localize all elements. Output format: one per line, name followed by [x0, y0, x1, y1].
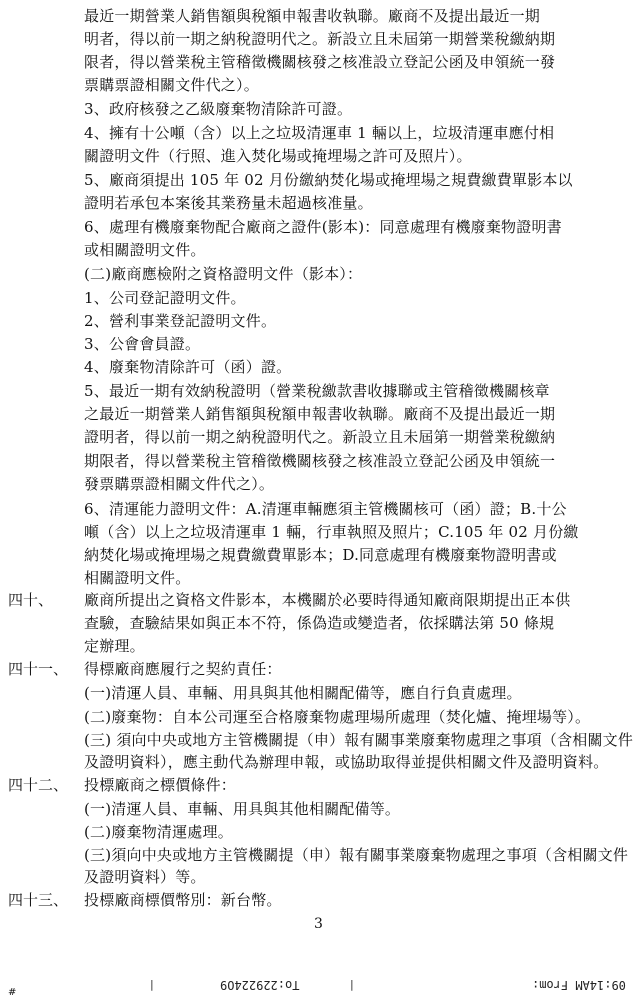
text-line: 4、擁有十公噸（含）以上之垃圾清運車 1 輛以上，垃圾清運車應付相 — [84, 124, 555, 142]
scan-tick-mark: | — [350, 978, 354, 991]
text-line: 或相關證明文件。 — [84, 241, 206, 259]
text-line: 定辦理。 — [84, 637, 145, 655]
text-line: 最近一期營業人銷售額與稅額申報書收執聯。廠商不及提出最近一期 — [84, 7, 541, 25]
text-line: 之最近一期營業人銷售額與稅額申報書收執聯。廠商不及提出最近一期 — [84, 405, 556, 423]
text-line: 發票購票證相關文件代之）。 — [84, 475, 275, 493]
text-line: 5、最近一期有效納稅證明（營業稅繳款書收據聯或主管稽徵機關核章 — [84, 382, 550, 400]
text-line: 明者，得以前一期之納稅證明代之。新設立且未屆第一期營業稅繳納期 — [84, 30, 556, 48]
section-number-43: 四十三、 — [8, 891, 69, 909]
text-line: 噸（含）以上之垃圾清運車 1 輛，行車執照及照片；C.105 年 02 月份繳 — [84, 523, 579, 541]
text-line: 相關證明文件。 — [84, 569, 191, 587]
text-line: 投標廠商之標價條件： — [84, 776, 237, 794]
text-line: (一)清運人員、車輛、用具與其他相關配備等，應自行負責處理。 — [84, 684, 522, 702]
text-line: 5、廠商須提出 105 年 02 月份繳納焚化場或掩埋場之規費繳費單影本以 — [84, 171, 573, 189]
text-line: (二)廢棄物：自本公司運至合格廢棄物處理場所處理（焚化爐、掩埋場等）。 — [84, 708, 591, 726]
text-line: 6、清運能力證明文件：A.清運車輛應須主管機關核可（函）證；B.十公 — [84, 500, 567, 518]
text-line: 及證明資料）等。 — [84, 868, 206, 886]
text-line: 證明若承包本案後其業務量未超過核准量。 — [84, 194, 373, 212]
text-line: 投標廠商標價幣別：新台幣。 — [84, 891, 282, 909]
text-line: 票購票證相關文件代之）。 — [84, 76, 259, 94]
text-line: (三) 須向中央或地方主管機關提（申）報有關事業廢棄物處理之事項（含相關文件 — [84, 731, 634, 749]
fax-hash-mark: # — [8, 987, 17, 998]
fax-time-from: 09:14AM From: — [532, 978, 626, 992]
scan-tick-mark: | — [150, 978, 154, 991]
text-line: (一)清運人員、車輛、用具與其他相關配備等。 — [84, 800, 401, 818]
text-line: 3、公會會員證。 — [84, 335, 201, 353]
text-line: (二)廢棄物清運處理。 — [84, 823, 233, 841]
text-line: 4、廢棄物清除許可（函）證。 — [84, 358, 292, 376]
text-line: 廠商所提出之資格文件影本，本機關於必要時得通知廠商限期提出正本供 — [84, 591, 571, 609]
text-line: (三)須向中央或地方主管機關提（申）報有關事業廢棄物處理之事項（含相關文件 — [84, 846, 629, 864]
fax-to-number: To:229224O9 — [220, 978, 300, 992]
text-line: 限者，得以營業稅主管稽徵機關核發之核准設立登記公函及申領統一發 — [84, 53, 556, 71]
section-number-40: 四十、 — [8, 591, 54, 609]
text-line: 6、處理有機廢棄物配合廠商之證件(影本)：同意處理有機廢棄物證明書 — [84, 218, 562, 236]
text-line: 2、營利事業登記證明文件。 — [84, 312, 277, 330]
page-number: 3 — [314, 916, 323, 932]
text-line: (二)廠商應檢附之資格證明文件（影本）： — [84, 265, 363, 283]
section-number-41: 四十一、 — [8, 660, 69, 678]
text-line: 得標廠商應履行之契約責任： — [84, 660, 282, 678]
text-line: 3、政府核發之乙級廢棄物清除許可證。 — [84, 100, 353, 118]
text-line: 1、公司登記證明文件。 — [84, 289, 246, 307]
text-line: 查驗，查驗結果如與正本不符，係偽造或變造者，依採購法第 50 條規 — [84, 614, 555, 632]
text-line: 期限者，得以營業稅主管稽徵機關核發之核准設立登記公函及申領統一 — [84, 452, 556, 470]
section-number-42: 四十二、 — [8, 776, 69, 794]
text-line: 關證明文件（行照、進入焚化場或掩埋場之許可及照片）。 — [84, 147, 472, 165]
text-line: 證明者，得以前一期之納稅證明代之。新設立且未屆第一期營業稅繳納 — [84, 428, 556, 446]
text-line: 及證明資料），應主動代為辦理申報，或協助取得並提供相關文件及證明資料。 — [84, 753, 609, 771]
text-line: 納焚化場或掩埋場之規費繳費單影本；D.同意處理有機廢棄物證明書或 — [84, 546, 557, 564]
